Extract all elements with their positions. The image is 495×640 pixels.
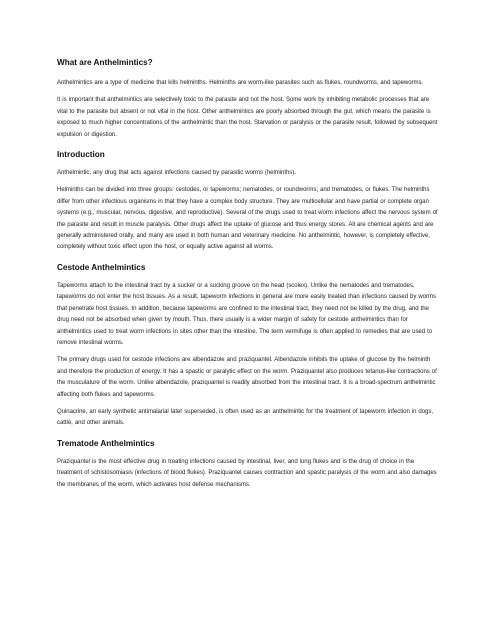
- section-heading: Trematode Anthelmintics: [57, 438, 155, 448]
- paragraph: The primary drugs used for cestode infections are albendazole and praziquantel. Albendazole inhibits the uptake of glucose by the helminth and therefore the production of energy. It has a spastic or paralytic effect on the worm. Praziquantel also produces tetanus-like contractions of the musculature of the worm. Unlike albendazole, praziquantel is readily absorbed from the intestinal tract. It is a broad-spectrum anthelmintic affecting both flukes and tapeworms.: [57, 357, 437, 398]
- paragraph: Anthelmintic, any drug that acts against infections caused by parasitic worms (helminths).: [57, 170, 296, 177]
- paragraph: Helminths can be divided into three groups: cestodes, or tapeworms; nematodes, or roundworms; and trematodes, or flukes. The helminths differ from other infectious organisms in that they have a complex body structure. They are multicellular and have partial or complete organ systems (e.g., muscular, nervous, digestive, and reproductive). Several of the drugs used to treat worm infections affect the nervous system of the parasite and result in muscle paralysis. Other drugs affect the uptake of glucose and thus energy stores. All are chemical agents and are generally administered orally, and many are used in both human and veterinary medicine. No anthelmintic, however, is completely effective, completely without toxic effect upon the host, or equally active against all worms.: [57, 187, 438, 251]
- paragraph: Quinacrine, an early synthetic antimalarial later superseded, is often used as an anthelmintic for the treatment of tapeworm infection in dogs, cattle, and other animals.: [57, 408, 433, 427]
- section-heading: What are Anthelmintics?: [57, 58, 153, 67]
- paragraph: Tapeworms attach to the intestinal tract by a sucker or a sucking groove on the head (scolex). Unlike the nematodes and trematodes, tapeworms do not enter the host tissues. As a result, tapeworm infections in general are more easily treated than infections caused by worms that penetrate host tissues. In addition, because tapeworms are confined to the intestinal tract, they need not be killed by the drug, and the drug need not be absorbed when given by mouth. Thus, there usually is a wider margin of safety for cestode anthelmintics than for anthelmintics used to treat worm infections in sites other than the intestine. The term vermifuge is often applied to remedies that are used to remove intestinal worms.: [57, 282, 436, 346]
- section-heading: Introduction: [57, 150, 105, 160]
- paragraph: It is important that anthelmintics are selectively toxic to the parasite and not the host. Some work by inhibiting metabolic processes that are vital to the parasite but absent or not vital in the host. Other anthelmintics are poorly absorbed through the gut, which means the parasite is exposed to much higher concentrations of the anthelmintic than the host. Starvation or paralysis or the parasite result, followed by subsequent expulsion or digestion.: [57, 97, 438, 138]
- document-page: [57, 57, 439, 491]
- paragraph: Anthelmintics are a type of medicine that kills helminths. Helminths are worm-like parasites such as flukes, roundworms, and tapeworms.: [57, 80, 424, 86]
- paragraph: Praziquantel is the most effective drug in treating infections caused by intestinal, liver, and lung flukes and is the drug of choice in the treatment of schistosomiasis (infections of blood flukes). Praziquantel causes contraction and spastic paralysis of the worm and also damages the membranes of the worm, which activates host defense mechanisms.: [57, 458, 437, 488]
- section-heading: Cestode Anthelmintics: [57, 262, 146, 272]
